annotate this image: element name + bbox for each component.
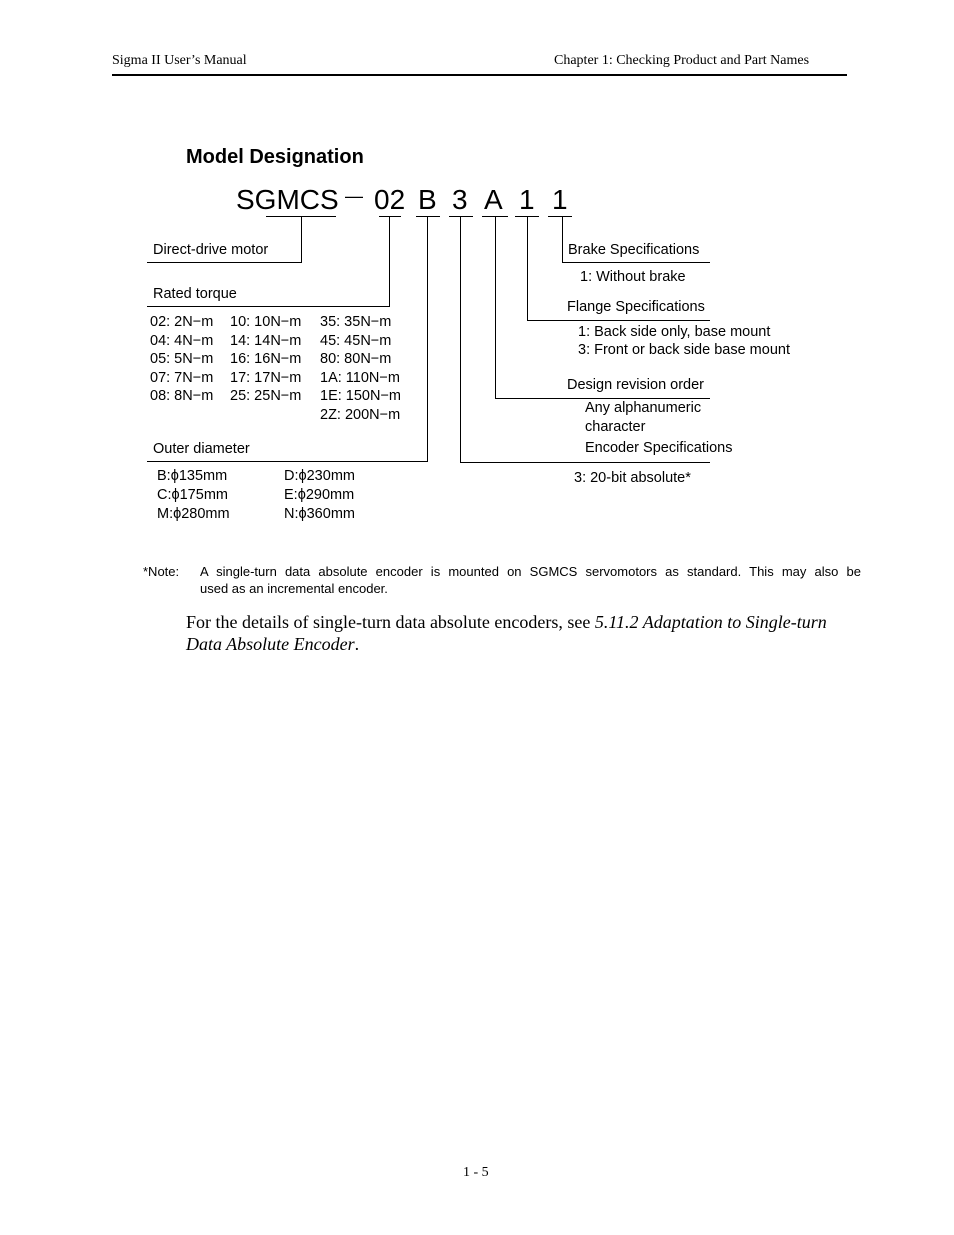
outer-diameter-col1 <box>157 467 230 524</box>
revision-items <box>585 399 701 437</box>
section-reference-link: 5.11.2 Adaptation to Single-turn <box>594 612 827 632</box>
connector-torque-rule <box>147 306 390 307</box>
encoder-spec-item: 3: 20-bit absolute* <box>574 470 691 486</box>
connector-diameter-rule <box>147 461 428 462</box>
connector-direct-drive-rule <box>147 262 302 263</box>
connector-flange-vertical <box>527 216 528 321</box>
connector-brake-underline <box>548 216 572 217</box>
note-line-1: A single-turn data absolute encoder is mounted on SGMCS servomotors as standard. This may also be <box>200 564 861 579</box>
connector-prefix-vertical <box>301 216 302 263</box>
connector-flange-rule <box>527 320 710 321</box>
list-item: 2Z: 200N−m <box>320 406 401 423</box>
list-item: 04: 4N−m <box>150 332 214 349</box>
direct-drive-label: Direct-drive motor <box>153 242 269 258</box>
section-reference-link-cont: Data Absolute Encoder <box>186 634 355 654</box>
rated-torque-col3 <box>320 313 401 424</box>
paragraph-end: . <box>354 634 360 654</box>
list-item: 1E: 150N−m <box>320 388 402 404</box>
brake-spec-label: Brake Specifications <box>568 242 700 258</box>
model-brake-code: 1 <box>552 184 568 215</box>
header-manual-title: Sigma II User’s Manual <box>112 53 247 68</box>
model-prefix: SGMCS <box>236 184 339 215</box>
header-chapter-title: Chapter 1: Checking Product and Part Names <box>554 53 810 68</box>
list-item: 1: Back side only, base mount <box>578 324 771 340</box>
list-item: 35: 35N−m <box>320 314 392 330</box>
paragraph-text: For the details of single-turn data absolute encoders, see <box>186 612 595 632</box>
list-item: 45: 45N−m <box>320 332 392 349</box>
list-item: 05: 5N−m <box>150 351 214 367</box>
connector-revision-vertical <box>495 216 496 399</box>
outer-diameter-label: Outer diameter <box>153 441 250 457</box>
model-torque-code: 02 <box>374 184 406 215</box>
list-item: C:ϕ175mm <box>157 487 228 503</box>
connector-encoder-underline <box>449 216 473 217</box>
list-item: D:ϕ230mm <box>284 468 355 484</box>
connector-encoder-vertical <box>460 216 461 463</box>
list-item: 16: 16N−m <box>230 351 302 367</box>
list-item: 07: 7N−m <box>150 369 214 386</box>
rated-torque-label: Rated torque <box>153 286 237 302</box>
connector-torque-underline <box>379 216 401 217</box>
model-encoder-code: 3 <box>452 184 468 215</box>
model-dash: — <box>345 186 363 206</box>
list-item: 17: 17N−m <box>230 369 302 386</box>
connector-brake-rule <box>562 262 710 263</box>
connector-diameter-underline <box>416 216 440 217</box>
list-item: 14: 14N−m <box>230 332 302 349</box>
brake-spec-item: 1: Without brake <box>580 269 686 285</box>
list-item: E:ϕ290mm <box>284 487 355 503</box>
reference-paragraph <box>186 611 827 655</box>
connector-diameter-vertical <box>427 216 428 462</box>
connector-torque-vertical <box>389 216 390 307</box>
flange-spec-label: Flange Specifications <box>567 299 705 315</box>
section-title: Model Designation <box>186 146 364 168</box>
encoder-spec-label: Encoder Specifications <box>585 440 733 456</box>
model-revision-code: A <box>484 184 503 215</box>
list-item: 1A: 110N−m <box>320 369 400 386</box>
note-line-2: used as an incremental encoder. <box>200 581 388 596</box>
list-item: B:ϕ135mm <box>157 468 228 484</box>
list-item: 80: 80N−m <box>320 351 392 367</box>
header-rule <box>112 74 847 76</box>
list-item: 10: 10N−m <box>230 314 302 330</box>
list-item: 02: 2N−m <box>150 314 214 330</box>
list-item: character <box>585 419 646 435</box>
page-number: 1 - 5 <box>463 1165 489 1180</box>
connector-encoder-rule <box>460 462 710 463</box>
model-diameter-code: B <box>418 184 437 215</box>
list-item: M:ϕ280mm <box>157 506 230 522</box>
rated-torque-col1 <box>150 313 213 406</box>
list-item: 25: 25N−m <box>230 388 302 404</box>
revision-label: Design revision order <box>567 377 705 393</box>
list-item: 3: Front or back side base mount <box>578 342 790 358</box>
list-item: N:ϕ360mm <box>284 506 355 522</box>
model-flange-code: 1 <box>519 184 535 215</box>
rated-torque-col2 <box>230 313 301 406</box>
note-marker: *Note: <box>143 564 180 579</box>
outer-diameter-col2 <box>284 467 355 524</box>
list-item: 08: 8N−m <box>150 388 214 404</box>
flange-spec-items <box>578 323 790 359</box>
connector-brake-vertical <box>562 216 563 263</box>
list-item: Any alphanumeric <box>585 400 702 416</box>
